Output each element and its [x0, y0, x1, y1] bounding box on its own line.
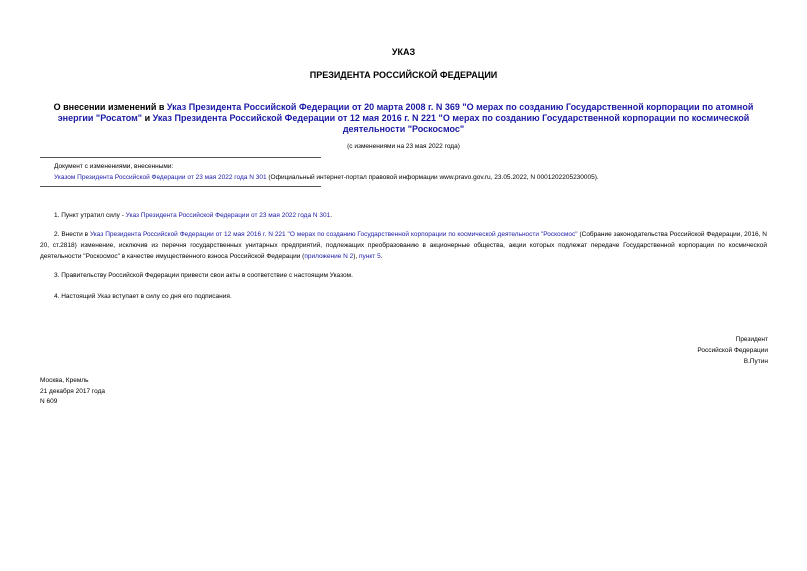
paragraph-1-link[interactable]: Указ Президента Российской Федерации от 23 мая 2022 года N 301: [125, 212, 331, 219]
place-date: 21 декабря 2017 года: [40, 387, 106, 395]
place-city: Москва, Кремль: [40, 377, 89, 384]
doc-changes-heading: Документ с изменениями, внесенными:: [54, 163, 174, 170]
signature-name: В.Путин: [743, 358, 768, 365]
paragraph-1-end: .: [330, 212, 333, 219]
paragraph-2-appendix-link[interactable]: приложение N 2: [304, 252, 354, 260]
doc-changes-line: [54, 172, 599, 183]
divider-bottom: [40, 186, 321, 187]
paragraph-4: 4. Настоящий Указ вступает в силу со дня его подписания.: [54, 293, 232, 300]
place-date-block: [40, 376, 105, 408]
paragraph-2-text: 2. Внести в: [54, 231, 90, 238]
subject-prefix: О внесении изменений в: [53, 102, 167, 112]
divider-top: [40, 157, 321, 158]
paragraph-1: [40, 211, 767, 222]
subject-link-decree-221[interactable]: Указ Президента Российской Федерации от 12 мая 2016 г. N 221 "О мерах по созданию Государственной корпорации по космической деятельности "Роскосмос": [152, 113, 750, 134]
paragraph-1-text: 1. Пункт утратил силу -: [54, 212, 126, 219]
paragraph-3: 3. Правительству Российской Федерации привести свои акты в соответствие с настоящим Указом.: [54, 272, 353, 279]
paragraph-2-end: .: [380, 252, 383, 260]
signature-title: Президент: [735, 336, 768, 343]
document-title: УКАЗ: [391, 47, 416, 57]
paragraph-2-item-link[interactable]: пункт 5: [359, 252, 381, 260]
subject-middle: и: [142, 113, 153, 123]
amended-note: (с изменениями на 23 мая 2022 года): [347, 143, 460, 150]
signature-block: [697, 334, 768, 367]
doc-changes-source: (Официальный интернет-портал правовой информации www.pravo.gov.ru, 23.05.2022, N 0001202205230005).: [266, 174, 599, 181]
doc-changes-box: [54, 161, 599, 183]
doc-changes-link[interactable]: Указом Президента Российской Федерации от 23 мая 2022 года N 301: [54, 174, 267, 181]
signature-country: Российской Федерации: [697, 347, 768, 354]
document-issuer: ПРЕЗИДЕНТА РОССИЙСКОЙ ФЕДЕРАЦИИ: [309, 70, 498, 80]
paragraph-2: [40, 230, 767, 262]
paragraph-2-sep: ),: [353, 252, 360, 260]
subject-link-decree-369[interactable]: Указ Президента Российской Федерации от 20 марта 2008 г. N 369 "О мерах по созданию Государственной корпорации по атомной энергии "Росатом": [57, 102, 754, 123]
paragraph-2-mid: (Собрание законодательства Российской Федерации, 2016, N 20, ст.2818) изменение, исключив из перечня государственных унитарных предприятий, подлежащих преобразованию в акционерные общества, акции которых подлежат передаче Государственной корпорации по космической деятельности "Роскосмос" в качестве имущественного взноса Российской Федерации (: [40, 231, 767, 260]
decree-number: N 609: [40, 398, 58, 405]
document-subject: [0, 102, 807, 135]
paragraph-2-link[interactable]: Указ Президента Российской Федерации от 12 мая 2016 г. N 221 "О мерах по созданию Государственной корпорации по космической деятельности "Роскосмос": [89, 231, 578, 238]
